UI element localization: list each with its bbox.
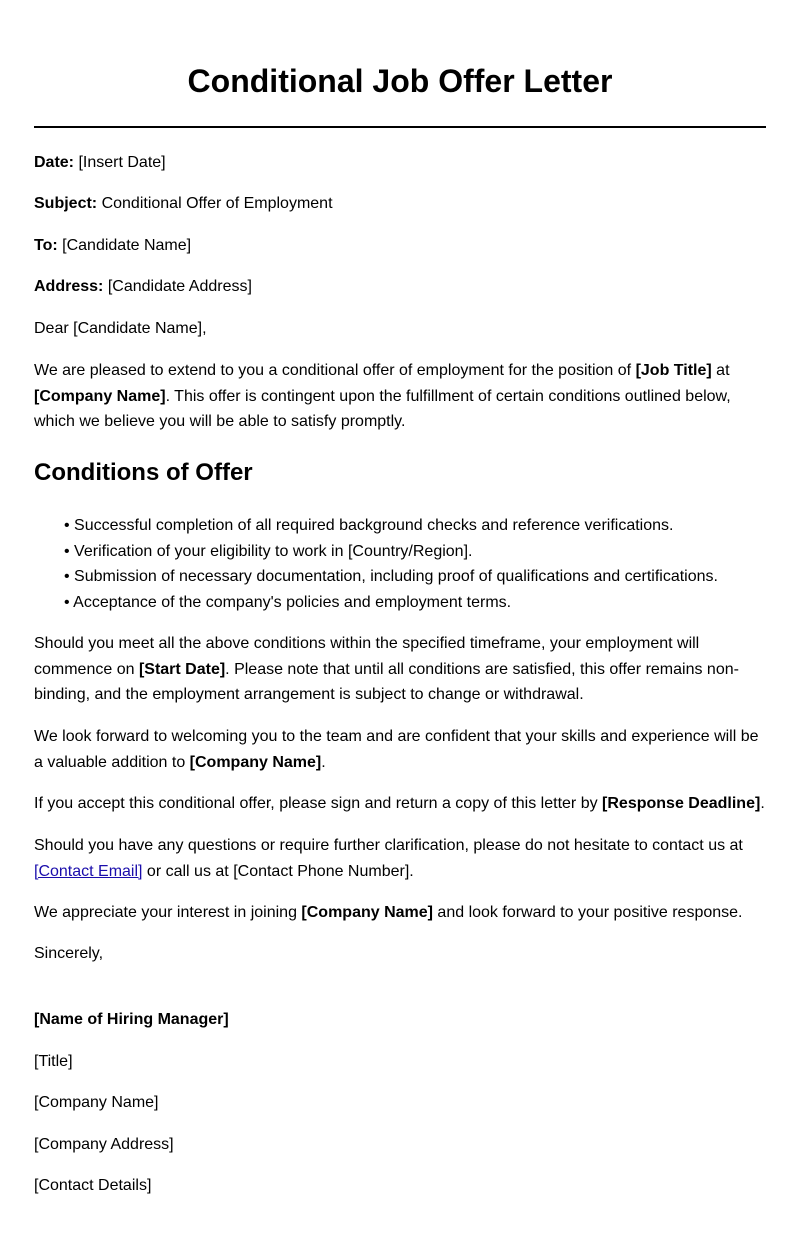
page-title: Conditional Job Offer Letter — [187, 63, 613, 99]
appreciate-paragraph — [34, 900, 766, 926]
conditions-heading: Conditions of Offer — [34, 459, 253, 486]
list-item: • Verification of your eligibility to work in [Country/Region]. — [34, 539, 766, 565]
address-value: [Candidate Address] — [107, 278, 252, 295]
signature-contact: [Contact Details] — [34, 1177, 152, 1194]
signature-title: [Title] — [34, 1053, 73, 1070]
intro-paragraph — [34, 358, 766, 435]
address-label: Address: — [34, 278, 104, 295]
welcome-paragraph — [34, 724, 766, 775]
start-text-1: Should you meet all the above conditions within the specified timeframe, your employment will commence on — [34, 635, 700, 678]
date-value: [Insert Date] — [78, 154, 166, 171]
to-line — [34, 233, 766, 259]
intro-text-3: . This offer is contingent upon the fulfillment of certain conditions outlined below, which we believe you will be able to satisfy promptly. — [34, 387, 731, 430]
welcome-text-1: We look forward to welcoming you to the team and are confident that your skills and experience will be a valuable addition to — [34, 728, 759, 771]
list-item: • Acceptance of the company's policies and employment terms. — [34, 590, 766, 616]
contact-email-link[interactable]: [Contact Email] — [34, 862, 143, 880]
subject-line — [34, 191, 766, 217]
contact-text-2: or call us at [Contact Phone Number]. — [142, 862, 414, 880]
company-name-placeholder: [Company Name] — [34, 387, 166, 405]
job-title-placeholder: [Job Title] — [635, 362, 712, 379]
accept-paragraph — [34, 791, 766, 817]
to-value: [Candidate Name] — [62, 237, 192, 254]
title-divider — [34, 126, 766, 128]
contact-paragraph — [34, 833, 766, 884]
intro-text-2: at — [711, 362, 730, 379]
signature-company: [Company Name] — [34, 1094, 159, 1111]
contact-text-1: Should you have any questions or require further clarification, please do not hesitate to contact us at — [34, 837, 743, 854]
list-item: • Submission of necessary documentation, including proof of qualifications and certifications. — [34, 564, 766, 590]
company-name-placeholder: [Company Name] — [301, 904, 433, 921]
closing: Sincerely, — [34, 945, 104, 962]
date-label: Date: — [34, 154, 75, 171]
accept-text-2: . — [760, 795, 765, 812]
company-name-placeholder: [Company Name] — [189, 753, 322, 771]
appreciate-text-1: We appreciate your interest in joining — [34, 904, 302, 921]
start-date-paragraph — [34, 631, 766, 708]
response-deadline-placeholder: [Response Deadline] — [602, 795, 761, 812]
address-line — [34, 274, 766, 300]
date-line — [34, 150, 766, 176]
start-date-placeholder: [Start Date] — [138, 660, 226, 678]
conditions-list — [34, 513, 766, 615]
to-label: To: — [34, 237, 58, 254]
signature-address: [Company Address] — [34, 1136, 174, 1153]
list-item: • Successful completion of all required background checks and reference verifications. — [34, 513, 766, 539]
start-text-2: . Please note that until all conditions are satisfied, this offer remains non-binding, and the employment arrangement is subject to change or withdrawal. — [34, 660, 739, 703]
salutation: Dear [Candidate Name], — [34, 320, 207, 337]
welcome-text-2: . — [321, 753, 326, 771]
intro-text-1: We are pleased to extend to you a conditional offer of employment for the position of — [34, 362, 636, 379]
subject-label: Subject: — [34, 195, 98, 212]
signature-name — [34, 1007, 766, 1033]
appreciate-text-2: and look forward to your positive response. — [432, 904, 743, 921]
accept-text-1: If you accept this conditional offer, please sign and return a copy of this letter by — [34, 795, 603, 812]
subject-value: Conditional Offer of Employment — [101, 195, 333, 212]
hiring-manager-name: [Name of Hiring Manager] — [34, 1011, 229, 1028]
